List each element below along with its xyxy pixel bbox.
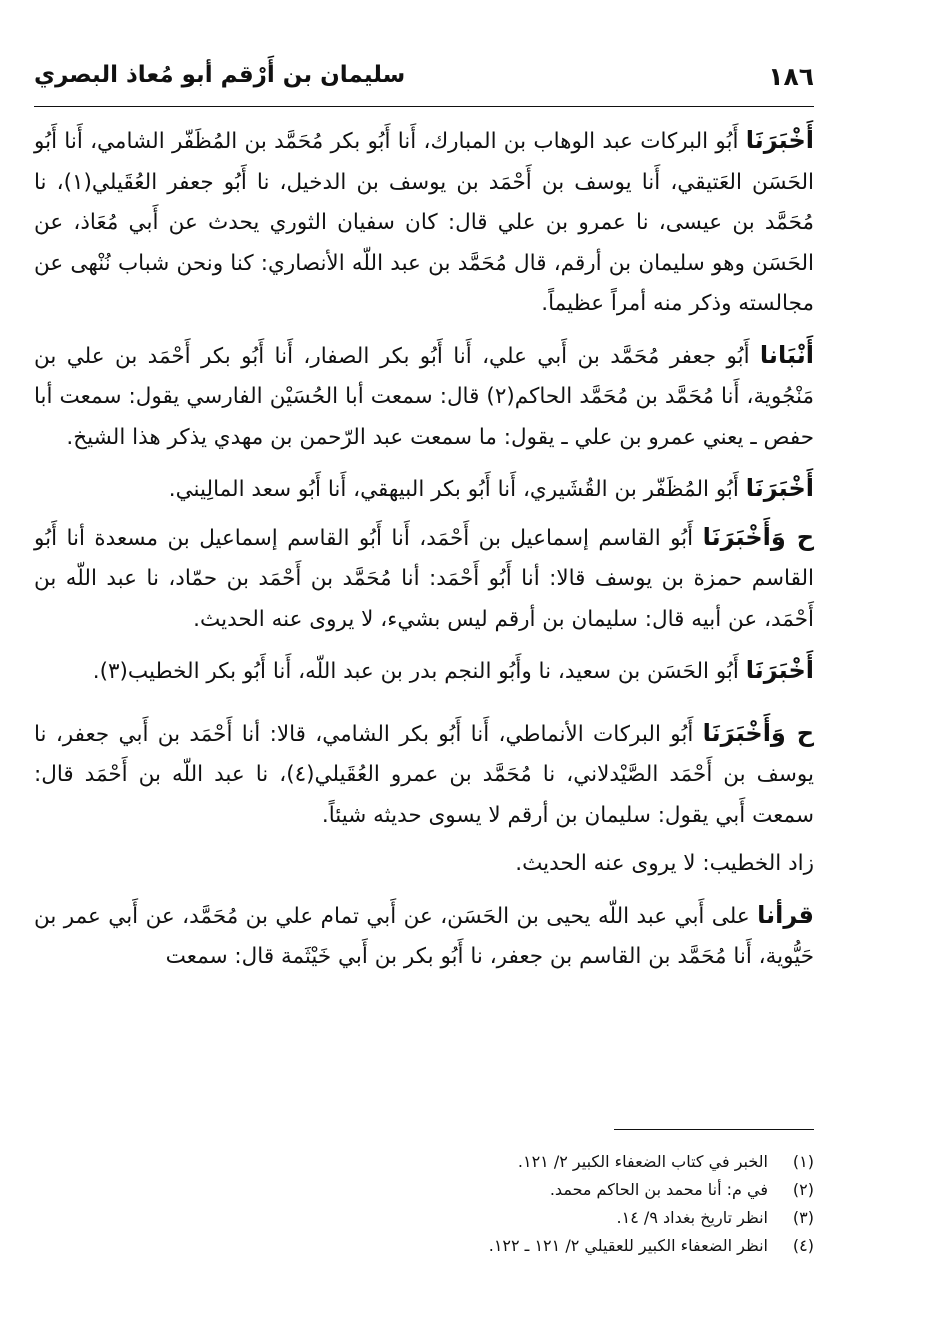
paragraph-lead: أَنْبَانا: [759, 340, 814, 369]
footnote-1: [34, 1148, 814, 1176]
paragraph-lead: ح وَأَخْبَرَنَا: [702, 718, 814, 747]
paragraph-3: [34, 468, 814, 511]
paragraph-text: أَبُو المُظَفّر بن القُشَيري، أَنا أَبُو بكر البيهقي، أَنا أَبُو سعد المالِيني.: [168, 477, 746, 502]
footnote-rule: [614, 1129, 814, 1130]
footnote-number: (١): [792, 1152, 814, 1171]
paragraph-lead: قرأنا: [757, 900, 814, 929]
running-title: سليمان بن أَرْقم أبو مُعاذ البصري: [34, 62, 406, 88]
footnotes: [34, 1148, 814, 1260]
header-rule: [34, 106, 814, 107]
footnote-4: [34, 1232, 814, 1260]
footnote-text: في م: أنا محمد بن الحاكم محمد.: [549, 1180, 768, 1199]
paragraph-7: [34, 842, 814, 885]
footnote-number: (٢): [792, 1180, 814, 1199]
paragraph-lead: ح وَأَخْبَرَنَا: [702, 522, 815, 551]
footnote-text: انظر تاريخ بغداد ٩/ ١٤.: [616, 1208, 768, 1227]
footnote-text: الخبر في كتاب الضعفاء الكبير ٢/ ١٢١.: [517, 1152, 768, 1171]
paragraph-text: زاد الخطيب: لا يروى عنه الحديث.: [515, 851, 814, 876]
footnote-number: (٤): [792, 1236, 814, 1255]
paragraph-6: [34, 713, 814, 837]
footnote-text: انظر الضعفاء الكبير للعقيلي ٢/ ١٢١ ـ ١٢٢.: [488, 1236, 768, 1255]
paragraph-5: [34, 650, 814, 693]
footnote-2: [34, 1176, 814, 1204]
paragraph-text: أَبُو جعفر مُحَمَّد بن أَبي علي، أَنا أَبُو بكر الصفار، أَنا أَبُو بكر أَحْمَد بن علي بن مَنْجُوية، أَنا مُحَمَّد بن مُحَمَّد الحاكم(٢) قال: سمعت أبا الحُسَيْن الفارسي يقول: سمعت أبا حفص ـ يعني عمرو بن علي ـ يقول: ما سمعت عبد الرّحمن بن مهدي يذكر هذا الشيخ.: [34, 343, 814, 450]
paragraph-8: [34, 895, 814, 978]
paragraph-lead: أَخْبَرَنَا: [745, 126, 814, 154]
paragraph-text: أَبُو البركات الأنماطي، أَنا أَبُو بكر الشامي، قالا: أنا أَحْمَد بن أَبي جعفر، نا يوسف بن أَحْمَد الصَّيْدلاني، نا مُحَمَّد بن عمرو العُقَيلي(٤)، نا عبد اللّه بن أَحْمَد قال: سمعت أَبي يقول: سليمان بن أرقم لا يسوى حديثه شيئاً.: [34, 721, 814, 828]
footnote-3: [34, 1204, 814, 1232]
paragraph-text: على أَبي عبد اللّه يحيى بن الحَسَن، عن أَبي تمام علي بن مُحَمَّد، عن أَبي عمر بن حَيُّوية، أَنا مُحَمَّد بن القاسم بن جعفر، نا أَبُو بكر بن أَبي خَيْثَمة قال: سمعت: [34, 903, 814, 969]
page-header: [34, 58, 814, 104]
footnote-number: (٣): [792, 1208, 814, 1227]
paragraph-4: [34, 517, 814, 641]
page-number: ١٨٦: [768, 62, 814, 91]
paragraph-2: [34, 335, 814, 459]
paragraph-lead: أَخْبَرَنَا: [745, 474, 814, 502]
paragraph-lead: أَخْبَرَنَا: [745, 656, 814, 684]
paragraph-text: أَبُو القاسم إسماعيل بن أَحْمَد، أَنا أَبُو القاسم إسماعيل بن مسعدة أنا أَبُو القاسم حمزة بن يوسف قالا: أنا أَبُو أَحْمَد: أنا مُحَمَّد بن أَحْمَد بن حمّاد، نا عبد اللّه بن أَحْمَد، عن أبيه قال: سليمان بن أرقم ليس بشيء، لا يروى عنه الحديث.: [34, 525, 814, 632]
paragraph-1: [34, 120, 814, 325]
paragraph-text: أَبُو الحَسَن بن سعيد، نا وأَبُو النجم بدر بن عبد اللّه، أَنا أَبُو بكر الخطيب(٣).: [92, 659, 746, 684]
paragraph-text: أَبُو البركات عبد الوهاب بن المبارك، أَنا أَبُو بكر مُحَمَّد بن المُظَفّر الشامي، أَنا أَبُو الحَسَن العَتيقي، أَنا يوسف بن أَحْمَد بن يوسف بن الدخيل، نا أَبُو جعفر العُقَيلي(١)، نا مُحَمَّد بن عيسى، نا عمرو بن علي قال: كان سفيان الثوري يحدث عن أَبي مُعَاذ، عن الحَسَن وهو سليمان بن أرقم، قال مُحَمَّد بن عبد اللّه الأنصاري: كنا ونحن شباب نُنْهى عن مجالسته وذكر منه أمراً عظيماً.: [34, 129, 814, 316]
main-text: [34, 120, 814, 988]
